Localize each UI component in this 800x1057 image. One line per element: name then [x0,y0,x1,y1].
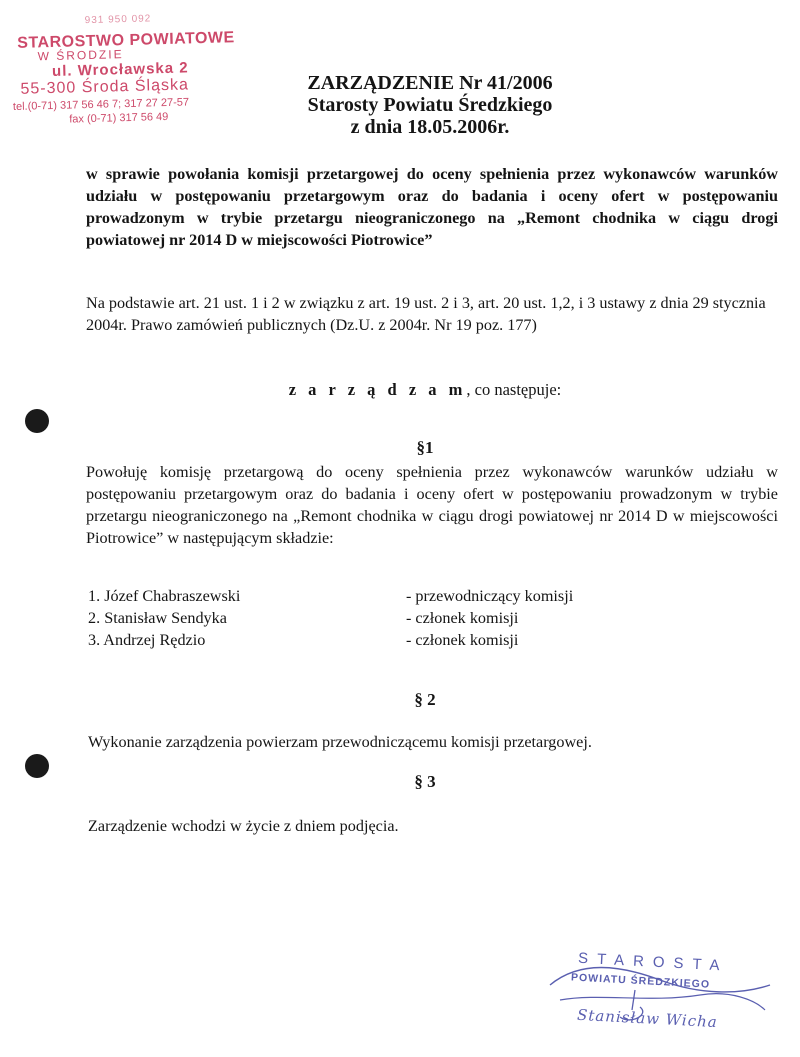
section-3-title: § 3 [414,772,436,791]
section-2-title: § 2 [414,690,436,709]
stamp-street: ul. Wrocławska 2 [51,59,189,80]
document-issuer: Starosty Powiatu Średzkiego [307,94,553,116]
member-row [86,585,686,607]
member-role: - członek komisji [406,609,519,627]
official-stamp [546,944,771,1055]
section-1-text: Powołuję komisję przetargową do oceny spełnienia przez wykonawców warunków udziału w postępowaniu przetargowym oraz do badania i oceny ofert w postępowaniu prowadzonym w trybie przetargu nieograniczonego na „Remont chodnika w ciągu drogi powiatowej nr 2014 D w miejscowości Piotrowice” w następującym składzie: [86,463,778,547]
stamp-postal: 55-300 Środa Śląska [20,76,190,98]
member-row [86,629,686,651]
stamp-city: W ŚRODZIE [37,47,124,64]
stamp-title: STAROSTA [577,949,729,975]
section-1-title: §1 [416,438,434,457]
stamp-phone: tel.(0-71) 317 56 46 7; 317 27 27-57 [12,96,190,114]
punch-hole-icon [25,754,49,778]
member-row [86,607,686,629]
decree-rest: , co następuje: [466,380,562,399]
section-2-text: Wykonanie zarządzenia powierzam przewodniczącemu komisji przetargowej. [88,733,592,751]
section-3-text: Zarządzenie wchodzi w życie z dniem podjęcia. [88,817,399,835]
document-date: z dnia 18.05.2006r. [350,116,510,138]
legal-basis: Na podstawie art. 21 ust. 1 i 2 w związku z art. 19 ust. 2 i 3, art. 20 ust. 1,2, i 3 ustawy z dnia 29 stycznia 2004r. Prawo zamówień publicznych (Dz.U. z 2004r. Nr 19 poz. 177) [86,294,766,334]
stamp-office-name: STAROSTWO POWIATOWE [17,29,235,52]
commission-members [86,585,686,651]
member-name: 1. Józef Chabraszewski [88,587,241,605]
member-role: - członek komisji [406,631,519,649]
decree-word: z a r z ą d z a m [288,380,467,399]
stamp-regon: 931 950 092 [84,13,152,27]
document-subject: w sprawie powołania komisji przetargowej do oceny spełnienia przez wykonawców warunków udziału w postępowaniu przetargowym oraz do badania i oceny ofert w postępowaniu prowadzonym w trybie przetargu nieograniczonego na „Remont chodnika w ciągu drogi powiatowej nr 2014 D w miejscowości Piotrowice” [86,165,778,249]
member-name: 3. Andrzej Rędzio [88,631,206,649]
member-role: - przewodniczący komisji [406,587,574,605]
punch-hole-icon [25,409,49,433]
stamp-fax: fax (0-71) 317 56 49 [69,110,169,126]
member-name: 2. Stanisław Sendyka [88,609,227,627]
stamp-signer: Stanisław Wicha [576,1005,719,1032]
decree-line [0,380,800,400]
stamp-office: POWIATU ŚREDZKIEGO [570,971,711,991]
document-title: ZARZĄDZENIE Nr 41/2006 [307,72,553,94]
